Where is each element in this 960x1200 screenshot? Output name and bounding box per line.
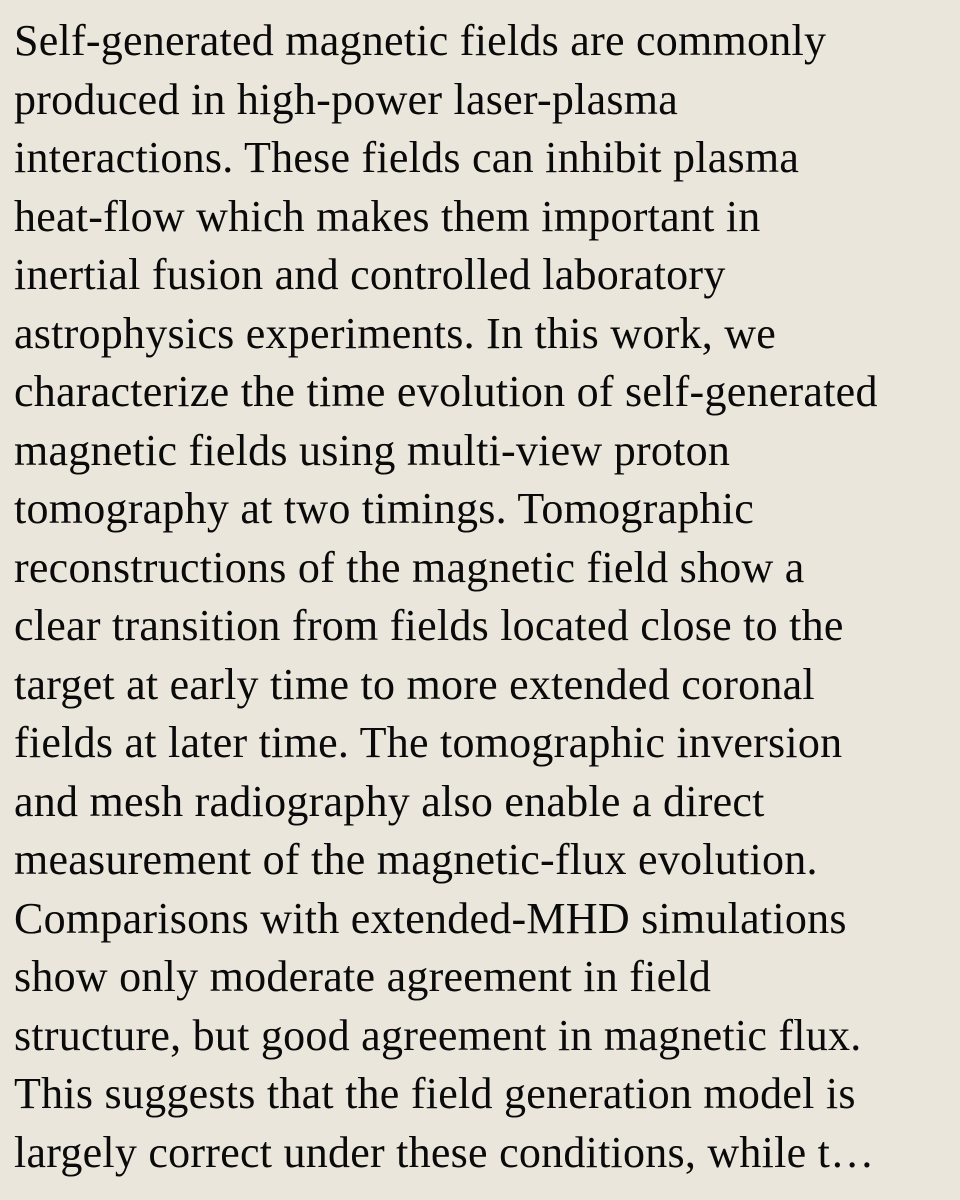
text-line: magnetic fields using multi-view proton bbox=[14, 425, 731, 475]
abstract-text bbox=[14, 12, 960, 1182]
text-line: Comparisons with extended-MHD simulations bbox=[14, 893, 847, 943]
text-line: interactions. These fields can inhibit plasma bbox=[14, 133, 800, 182]
text-line: target at early time to more extended coronal bbox=[14, 659, 815, 709]
text-line: This suggests that the field generation model is bbox=[14, 1069, 856, 1118]
text-line: inertial fusion and controlled laboratory bbox=[14, 250, 726, 299]
text-line: astrophysics experiments. In this work, we bbox=[14, 308, 777, 358]
text-line: show only moderate agreement in field bbox=[14, 952, 712, 1001]
text-line: characterize the time evolution of self-generated bbox=[14, 367, 878, 416]
text-line: measurement of the magnetic-flux evolution. bbox=[14, 835, 818, 884]
text-line: heat-flow which makes them important in bbox=[14, 191, 761, 241]
text-line: structure, but good agreement in magnetic flux. bbox=[14, 1010, 862, 1060]
text-line: fields at later time. The tomographic inversion bbox=[14, 718, 843, 767]
text-line: reconstructions of the magnetic field show a bbox=[14, 542, 805, 592]
text-line: produced in high-power laser-plasma bbox=[14, 74, 678, 124]
text-line: Self-generated magnetic fields are commonly bbox=[14, 16, 827, 65]
text-line: largely correct under these conditions, while t… bbox=[14, 1127, 875, 1177]
text-line: and mesh radiography also enable a direct bbox=[14, 776, 765, 826]
text-line: tomography at two timings. Tomographic bbox=[14, 484, 755, 533]
text-line: clear transition from fields located close to the bbox=[14, 601, 844, 650]
